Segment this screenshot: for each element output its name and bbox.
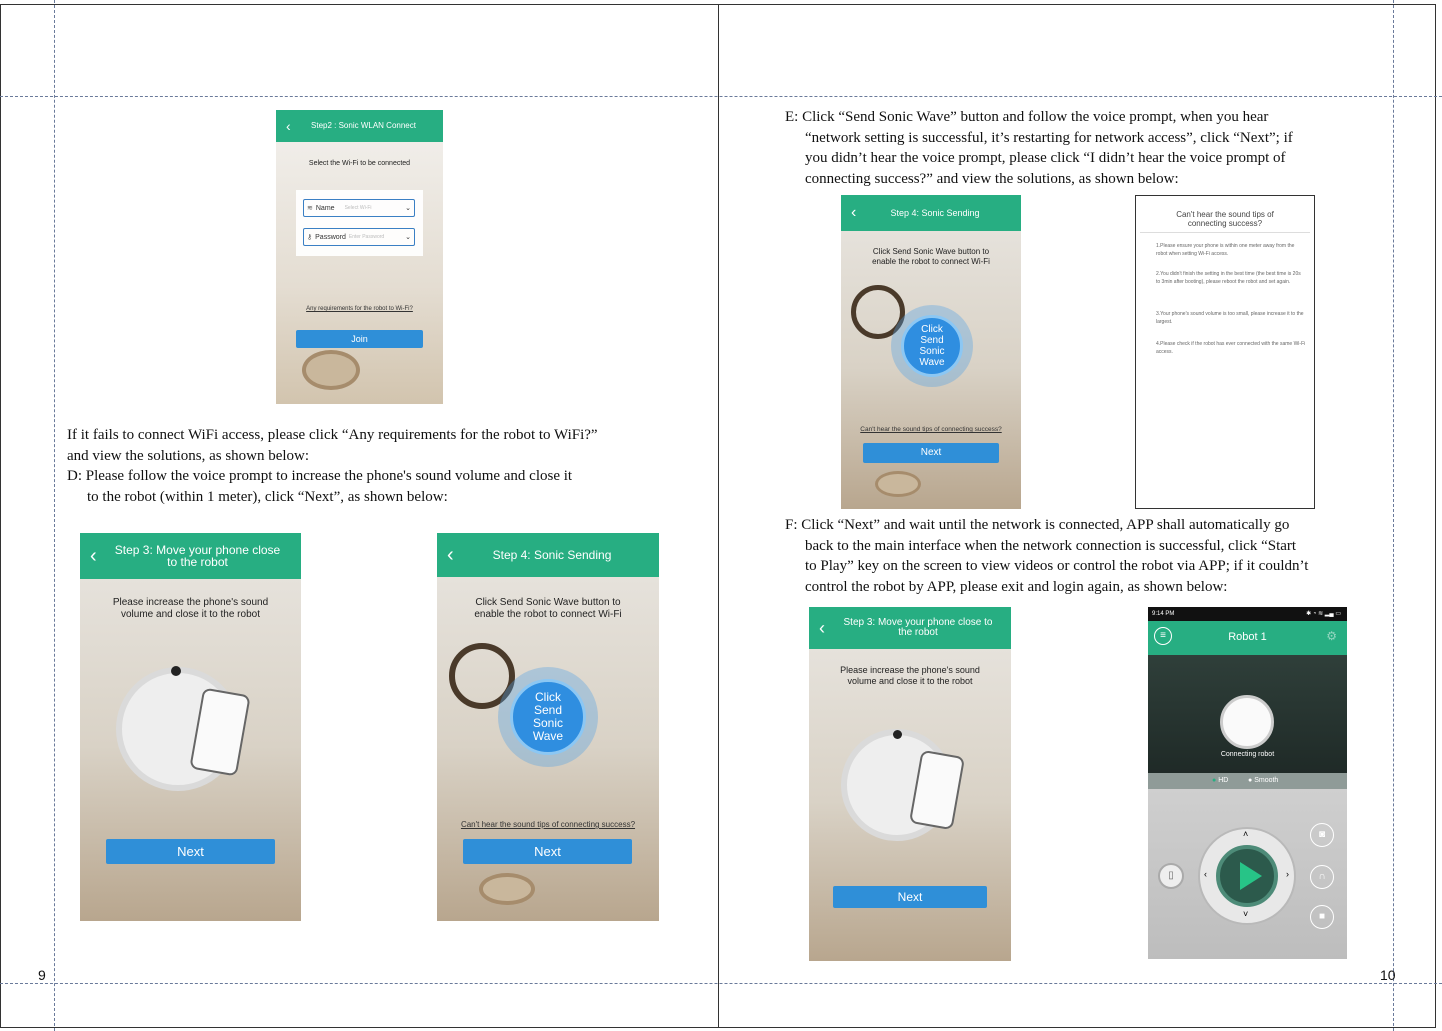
play-button[interactable] xyxy=(1216,845,1278,907)
quality-smooth-label: Smooth xyxy=(1254,777,1279,784)
step4-message: Click Send Sonic Wave button to enable the robot to connect Wi-Fi xyxy=(872,247,990,266)
app-title-bar xyxy=(437,533,659,577)
dashed-guide-bottom xyxy=(0,983,1442,984)
tips-title: Can't hear the sound tips of connecting success? xyxy=(1176,210,1274,228)
app-title-bar xyxy=(80,533,301,579)
page-number-right: 10 xyxy=(1380,967,1396,983)
back-arrow-icon[interactable]: ‹ xyxy=(447,543,454,566)
cant-hear-link[interactable]: Can't hear the sound tips of connecting success? xyxy=(460,820,636,829)
wlan-connect-screen xyxy=(276,110,443,404)
back-arrow-icon[interactable]: ‹ xyxy=(819,617,825,638)
video-record-button[interactable] xyxy=(1310,905,1334,929)
screen-title: Step 3: Move your phone close to the robot xyxy=(114,543,281,569)
video-feed-area xyxy=(1148,655,1347,773)
paragraph-line: control the robot by APP, please exit and login again, as shown below: xyxy=(805,578,1228,595)
back-arrow-icon[interactable]: ‹ xyxy=(90,544,97,567)
join-button[interactable]: Join xyxy=(296,330,423,348)
wifi-password-field[interactable] xyxy=(303,228,415,246)
quality-smooth-option[interactable] xyxy=(1248,773,1278,789)
sonic-wave-label: Click Send Sonic Wave xyxy=(510,679,586,755)
tip-item: 3.Your phone's sound volume is too small, please increase it to the largest. xyxy=(1156,311,1304,325)
next-button[interactable]: Next xyxy=(833,886,987,908)
control-area xyxy=(1148,789,1347,959)
sonic-wave-label: Click Send Sonic Wave xyxy=(901,315,963,377)
headphone-button[interactable] xyxy=(1310,865,1334,889)
wifi-name-label: Name xyxy=(315,204,335,212)
tips-divider xyxy=(1140,232,1310,233)
direction-pad[interactable] xyxy=(1198,827,1296,925)
paragraph-send-sonic-wave xyxy=(785,107,1375,189)
key-icon: ⚷ xyxy=(307,234,313,241)
paragraph-wifi-fail xyxy=(67,425,707,507)
tip-item: 4.Please check if the robot has ever connected with the same Wi-Fi access. xyxy=(1156,341,1306,355)
robot-name-title: Robot 1 xyxy=(1228,631,1267,643)
paragraph-line: F: Click “Next” and wait until the network is connected, APP shall automatically go xyxy=(785,517,1290,533)
headphone-icon: ∩ xyxy=(1318,871,1326,882)
arrow-right-icon[interactable]: › xyxy=(1286,869,1289,879)
step4-message: Click Send Sonic Wave button to enable the robot to connect Wi-Fi xyxy=(474,597,622,620)
camera-icon: ◙ xyxy=(1318,829,1326,840)
status-time: 9:14 PM xyxy=(1152,611,1175,617)
chevron-down-icon[interactable]: ⌄ xyxy=(405,234,411,241)
video-camera-icon: ■ xyxy=(1318,911,1326,922)
step3-message: Please increase the phone's sound volume and close it to the robot xyxy=(840,665,980,686)
app-title-bar xyxy=(841,195,1021,231)
quality-hd-label: HD xyxy=(1218,777,1229,784)
screen-title: Step 3: Move your phone close to the robot xyxy=(843,617,993,638)
step4-screen xyxy=(841,195,1021,509)
paragraph-line: to the robot (within 1 meter), click “Next”, as shown below: xyxy=(87,488,448,505)
robot-sensor-icon xyxy=(171,666,181,676)
screen-title: Step2 : Sonic WLAN Connect xyxy=(311,121,416,130)
quality-hd-option[interactable] xyxy=(1212,773,1228,789)
wifi-password-placeholder: Enter Password xyxy=(348,234,385,240)
screen-title: Step 4: Sonic Sending xyxy=(890,208,980,218)
mic-button[interactable] xyxy=(1158,863,1184,889)
paragraph-line: back to the main interface when the network connection is successful, click “Start xyxy=(805,537,1297,554)
robot-image xyxy=(875,471,921,497)
tip-item: 2.You didn't finish the setting in the best time (the best time is 20s to 3min after booting), please reboot the robot and set again. xyxy=(1156,271,1301,285)
sound-tips-screen xyxy=(1135,195,1315,509)
robot-image xyxy=(479,873,535,905)
arrow-up-icon[interactable]: ˄ xyxy=(1243,829,1249,839)
wifi-password-label: Password xyxy=(315,233,346,241)
play-icon xyxy=(1240,862,1262,890)
send-sonic-wave-button[interactable] xyxy=(498,667,598,767)
app-title-bar xyxy=(276,110,443,142)
arrow-down-icon[interactable]: ˅ xyxy=(1243,909,1249,919)
dashed-guide-top xyxy=(0,96,1442,97)
radio-icon: ● xyxy=(1248,777,1253,784)
camera-button[interactable] xyxy=(1310,823,1334,847)
step3-screen xyxy=(809,607,1011,961)
signal-icon: ✱ ◔ ≋ ▂▄ ▭ xyxy=(1306,611,1341,617)
paragraph-line: “network setting is successful, it’s restarting for network access”, click “Next”; if xyxy=(805,129,1293,146)
dashed-guide-left xyxy=(54,0,55,1031)
settings-icon[interactable]: ⚙ xyxy=(1326,629,1337,643)
back-arrow-icon[interactable]: ‹ xyxy=(851,204,857,221)
tip-item: 1.Please ensure your phone is within one meter away from the robot when setting Wi-Fi access. xyxy=(1156,243,1295,257)
robot-image xyxy=(302,350,360,390)
paragraph-line: and view the solutions, as shown below: xyxy=(67,447,310,464)
wifi-form-panel xyxy=(296,190,423,256)
next-button[interactable]: Next xyxy=(863,443,999,463)
chevron-down-icon[interactable]: ⌄ xyxy=(405,205,411,212)
robot-image xyxy=(1220,695,1274,749)
step3-screen xyxy=(80,533,301,921)
quality-selector xyxy=(1148,773,1347,789)
app-title-bar xyxy=(809,607,1011,649)
menu-icon[interactable]: ≡ xyxy=(1154,627,1172,645)
robot-title-bar xyxy=(1148,621,1347,655)
screen-title: Step 4: Sonic Sending xyxy=(492,548,612,562)
paragraph-line: you didn’t hear the voice prompt, please click “I didn’t hear the voice prompt of xyxy=(805,150,1286,167)
mic-icon: ▯ xyxy=(1168,870,1174,881)
paragraph-line: to Play” key on the screen to view videos or control the robot via APP; if it couldn’t xyxy=(805,558,1309,575)
send-sonic-wave-button[interactable] xyxy=(891,305,973,387)
paragraph-line: E: Click “Send Sonic Wave” button and follow the voice prompt, when you hear xyxy=(785,109,1269,125)
wifi-name-placeholder: Select Wi-Fi xyxy=(344,205,372,211)
dashed-guide-right xyxy=(1393,0,1394,1031)
step4-screen xyxy=(437,533,659,921)
cant-hear-link[interactable]: Can't hear the sound tips of connecting success? xyxy=(860,426,1002,433)
radio-icon: ● xyxy=(1212,777,1217,784)
back-arrow-icon[interactable]: ‹ xyxy=(286,118,291,134)
paragraph-line: D: Please follow the voice prompt to increase the phone's sound volume and close it xyxy=(67,468,573,485)
paragraph-line: If it fails to connect WiFi access, please click “Any requirements for the robot to WiFi?” xyxy=(67,427,598,443)
status-bar xyxy=(1148,607,1347,621)
video-status-text: Connecting robot xyxy=(1220,751,1275,758)
paragraph-line: connecting success?” and view the solutions, as shown below: xyxy=(805,170,1179,187)
wifi-requirements-link[interactable]: Any requirements for the robot to Wi-Fi? xyxy=(306,306,413,312)
next-button[interactable]: Next xyxy=(463,839,632,864)
wifi-name-field[interactable] xyxy=(303,199,415,217)
page-number-left: 9 xyxy=(38,967,46,983)
wifi-icon: ≋ xyxy=(307,205,313,212)
robot-control-screen xyxy=(1148,607,1347,959)
paragraph-click-next xyxy=(785,515,1385,597)
wlan-subtitle: Select the Wi-Fi to be connected xyxy=(308,160,411,167)
step3-message: Please increase the phone's sound volume and close it to the robot xyxy=(112,597,269,620)
arrow-left-icon[interactable]: ‹ xyxy=(1204,869,1207,879)
next-button[interactable]: Next xyxy=(106,839,275,864)
robot-sensor-icon xyxy=(893,730,902,739)
